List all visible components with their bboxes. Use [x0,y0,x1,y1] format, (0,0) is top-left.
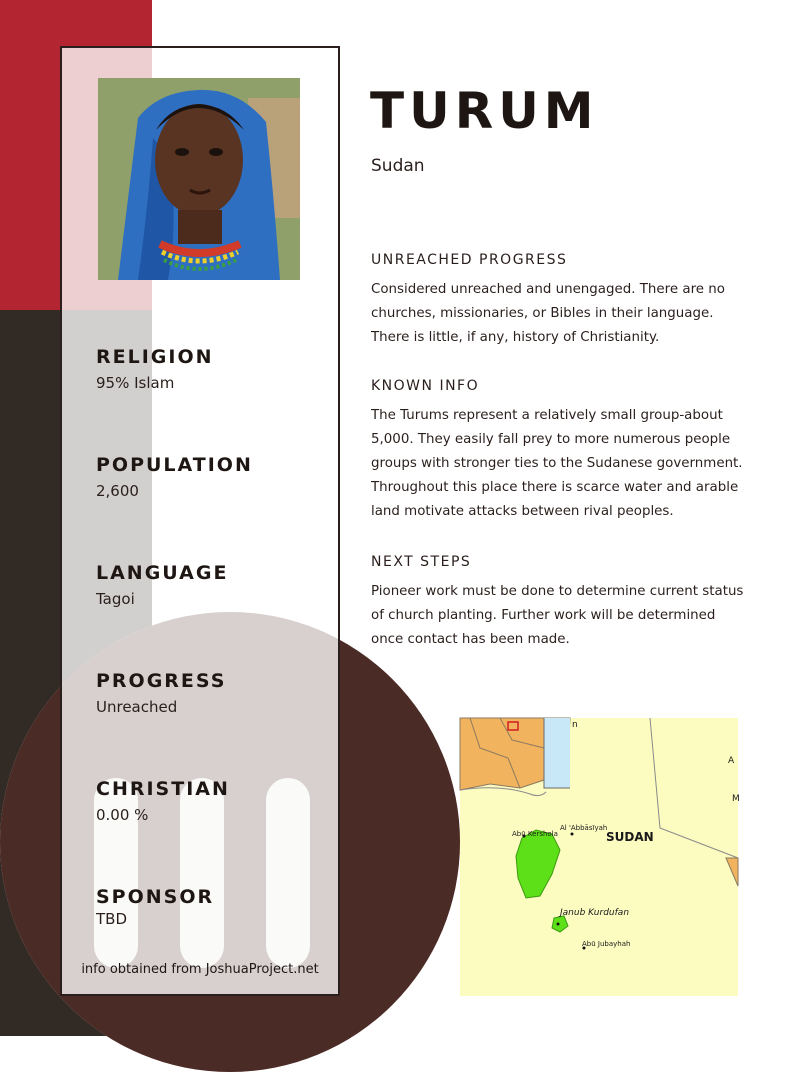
stat-sponsor [96,886,214,928]
section-body: The Turums represent a relatively small group-about 5,000. They easily fall prey to more numerous people groups with stronger ties to the Sudanese government. Throughout this place there is scarce water and arable land motivate attacks between rival peoples. [371,408,743,519]
stat-language [96,562,228,608]
stat-value: 0.00 % [96,806,149,824]
stat-progress [96,670,226,716]
person-photo [98,78,300,280]
section-body: Considered unreached and unengaged. There are no churches, missionaries, or Bibles in their language. There is little, if any, history of Christianity. [371,282,725,345]
country-subtitle: Sudan [371,156,425,176]
section-heading: NEXT STEPS [371,554,472,570]
map-town-label: Abū Kershola [512,830,558,838]
region-map [460,718,738,996]
stat-population [96,454,253,500]
stat-label: CHRISTIAN [96,778,230,800]
stat-religion [96,346,214,392]
stat-value: Tagoi [96,590,135,608]
map-town-label: Al 'Abbāsīyah [560,824,608,832]
section-heading: UNREACHED PROGRESS [371,252,568,268]
map-edge-label: M [732,794,740,804]
section-body: Pioneer work must be done to determine current status of church planting. Further work will be determined once contact has been made. [371,584,744,647]
stat-value: Unreached [96,698,178,716]
section-unreached-progress [371,252,751,350]
stat-value: 2,600 [96,482,139,500]
source-note: info obtained from JoshuaProject.net [81,962,319,977]
stat-label: RELIGION [96,346,214,368]
section-heading: KNOWN INFO [371,378,480,394]
page-title: TURUM [370,82,599,140]
map-edge-label: n [572,720,578,730]
map-edge-label: A [728,756,735,766]
stat-label: POPULATION [96,454,253,476]
map-country-label: SUDAN [606,830,654,844]
stat-label: LANGUAGE [96,562,229,584]
stat-value: TBD [96,910,128,928]
section-known-info [371,378,751,524]
map-town-label: Abū Jubayhah [582,940,631,948]
stat-value: 95% Islam [96,374,175,392]
map-region-label: Janub Kurdufan [560,908,630,918]
stat-label: PROGRESS [96,670,227,692]
section-next-steps [371,554,751,652]
stat-christian [96,778,230,824]
stat-label: SPONSOR [96,886,215,908]
decorative-pillar [266,778,310,968]
